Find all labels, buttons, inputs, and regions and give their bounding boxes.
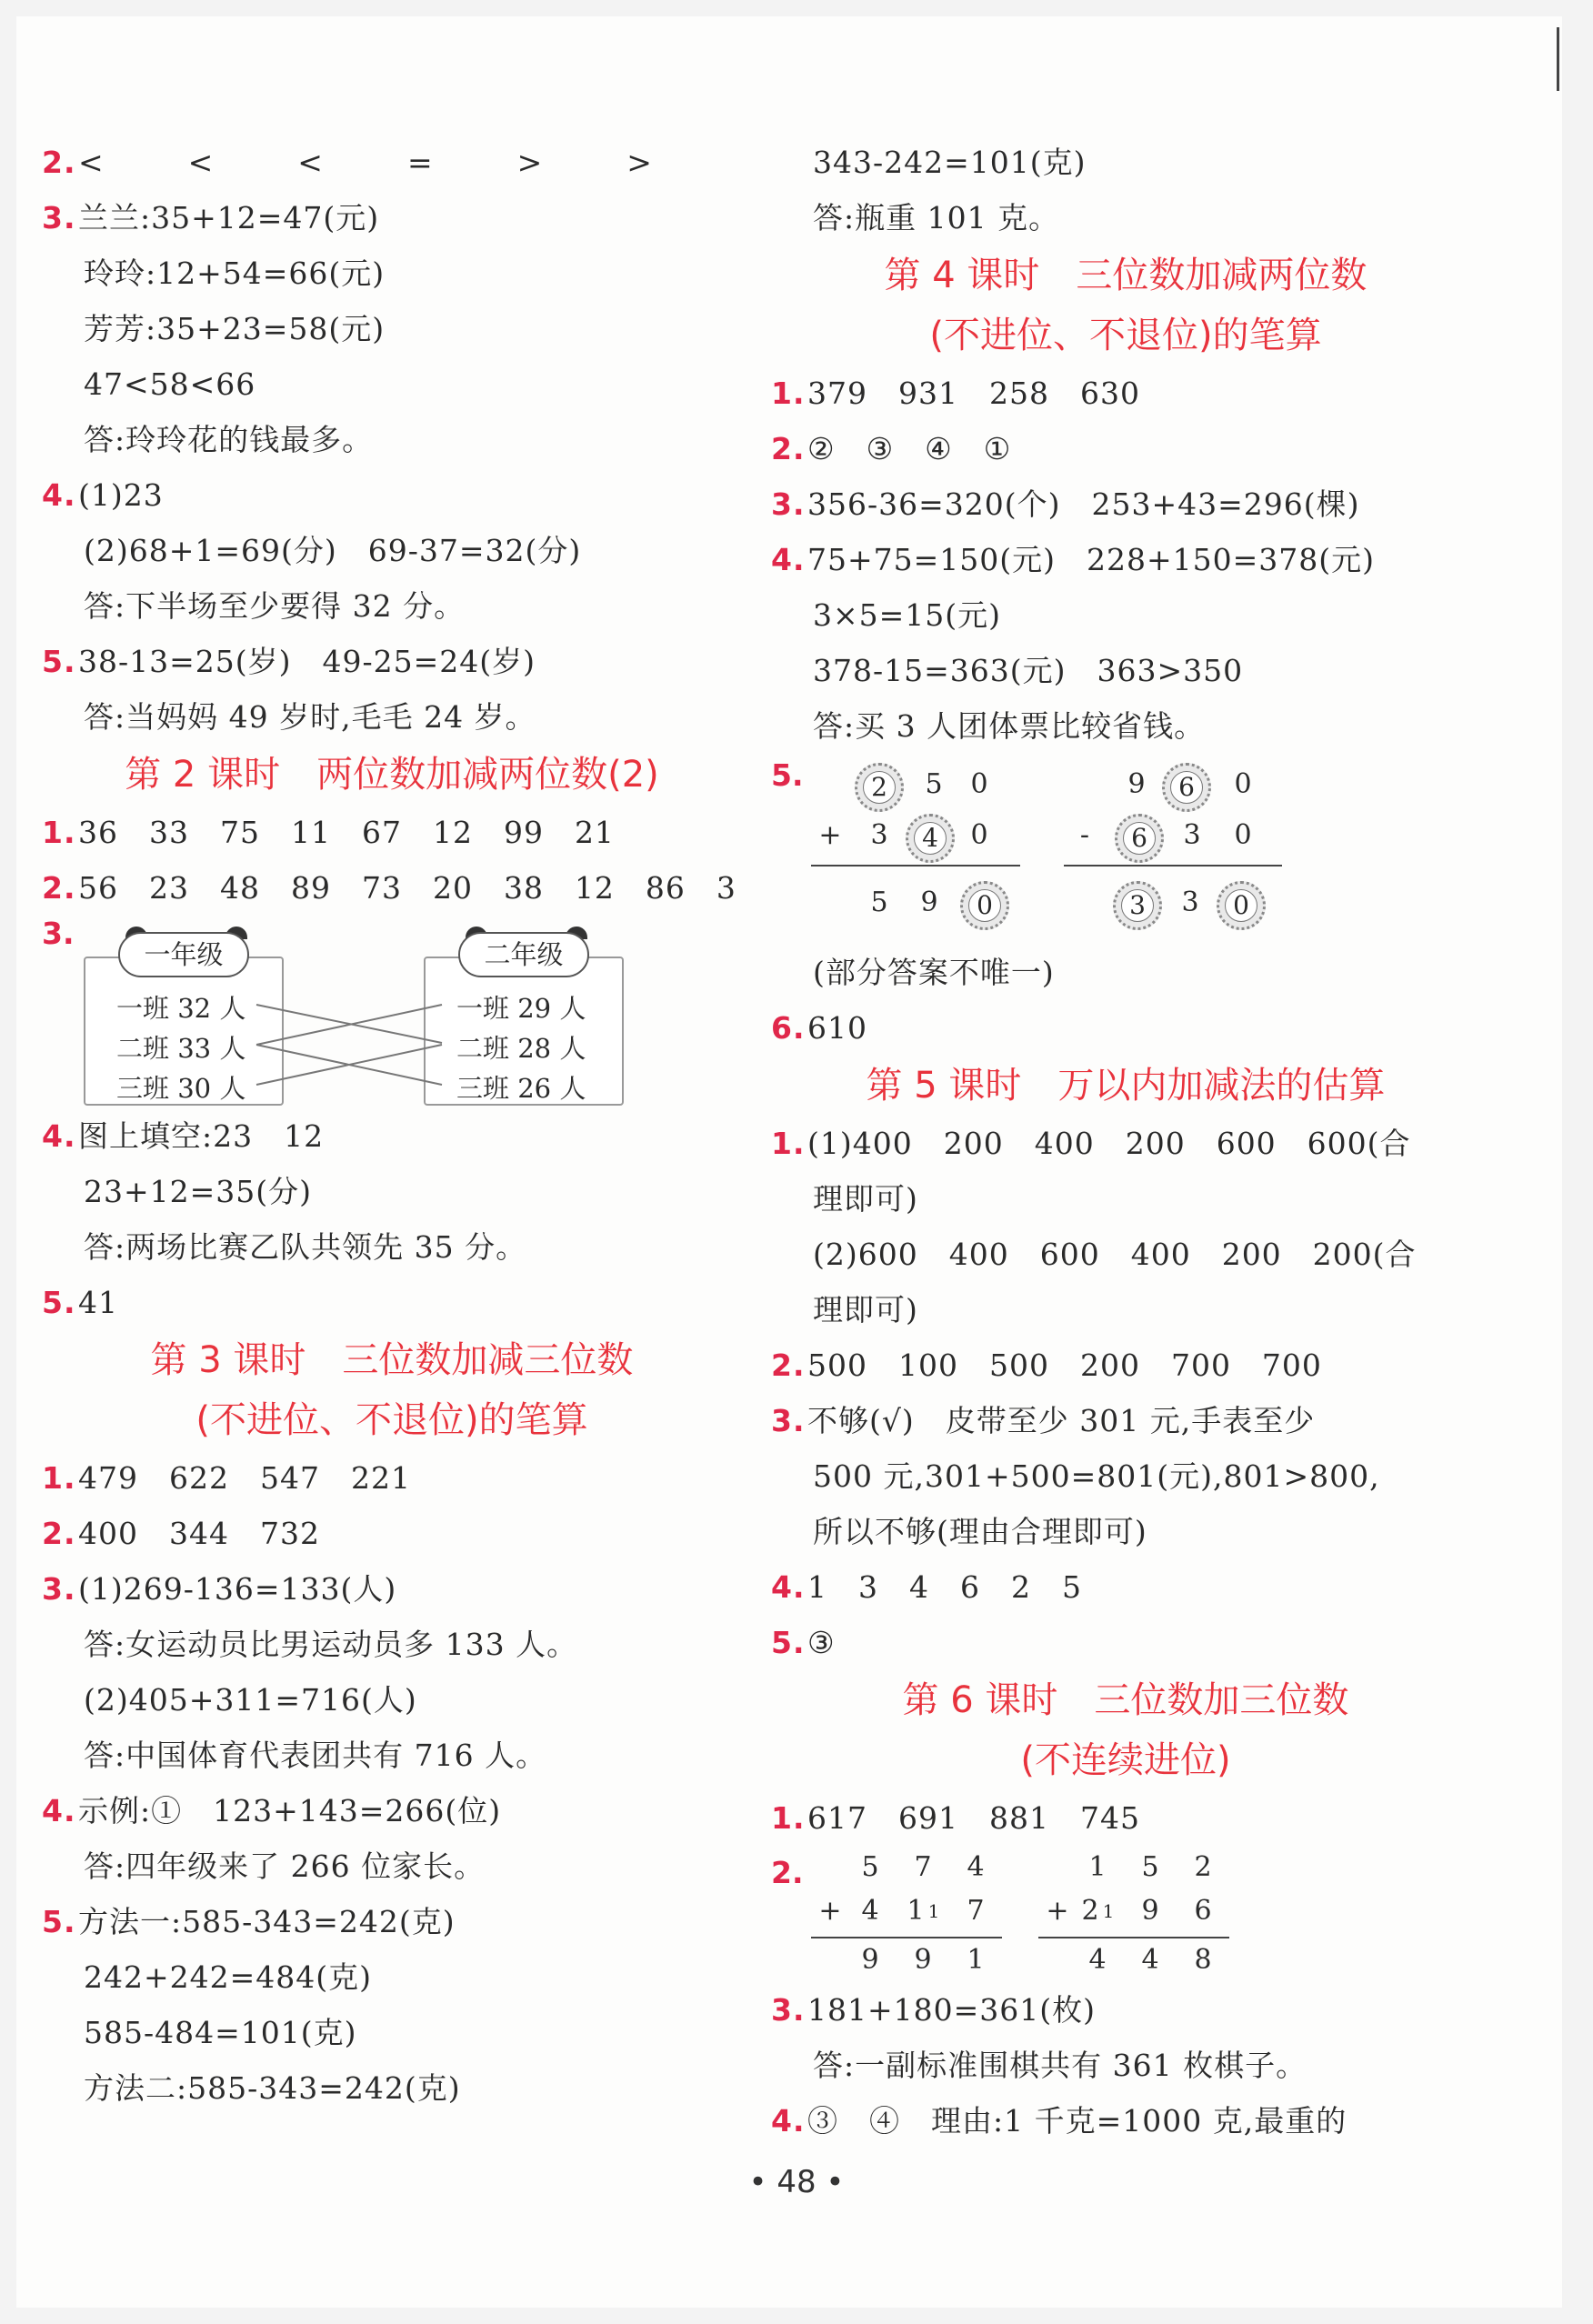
lesson-title: (不进位、不退位)的笔算 xyxy=(929,315,1322,356)
answer-line: 1.379 931 258 630 xyxy=(771,376,1140,411)
page-number: • 48 • xyxy=(748,2164,845,2200)
digit: 4 xyxy=(1088,1944,1107,1976)
digit: 4 xyxy=(1141,1944,1159,1976)
digit: 5 xyxy=(925,768,943,800)
answer-line: 所以不够(理由合理即可) xyxy=(813,1514,1147,1549)
carry-digit: 1 xyxy=(927,1900,940,1922)
answer-line: 答:两场比赛乙队共领先 35 分。 xyxy=(84,1229,527,1265)
digit: 0 xyxy=(970,819,988,851)
grade1-class: 一班 32 人 xyxy=(116,993,246,1024)
digit: 0 xyxy=(1234,819,1252,851)
grade2-label: 二年级 xyxy=(458,932,589,977)
sum-line xyxy=(811,1937,1002,1938)
digit: 9 xyxy=(861,1944,879,1976)
lesson-title: (不进位、不退位)的笔算 xyxy=(195,1399,588,1441)
answer-line: 3.181+180=361(枚) xyxy=(771,1992,1097,2028)
answer-line: 1.479 622 547 221 xyxy=(42,1460,411,1496)
answer-line: 1.36 33 75 11 67 12 99 21 xyxy=(42,815,615,850)
grade2-class: 一班 29 人 xyxy=(456,993,586,1024)
answer-line: 2.< < < = > > xyxy=(42,145,679,180)
answer-line: 答:女运动员比男运动员多 133 人。 xyxy=(84,1627,578,1662)
answer-line: 答:玲玲花的钱最多。 xyxy=(84,422,374,457)
answer-line: 242+242=484(克) xyxy=(84,1959,373,1995)
answer-line: 5.方法一:585-343=242(克) xyxy=(42,1904,456,1939)
answer-line: 芳芳:35+23=58(元) xyxy=(84,311,386,346)
answer-line: 5.③ xyxy=(771,1625,836,1660)
answer-line: 4.1 3 4 6 2 5 xyxy=(771,1569,1082,1605)
flower-digit: 6 xyxy=(1115,814,1164,863)
lesson-title: 第 3 课时 三位数加减三位数 xyxy=(150,1339,634,1381)
carry-digit: 1 xyxy=(1102,1900,1115,1922)
flower-digit: 0 xyxy=(1217,881,1266,930)
right-column xyxy=(771,135,1480,2149)
answer-line: 2.400 344 732 xyxy=(42,1516,320,1551)
digit: 9 xyxy=(1141,1895,1159,1927)
digit: 1 xyxy=(907,1895,925,1927)
answer-line: 500 元,301+500=801(元),801>800, xyxy=(813,1458,1380,1494)
grade1-label: 一年级 xyxy=(118,932,249,977)
operator: + xyxy=(818,819,842,851)
answer-line: 答:四年级来了 266 位家长。 xyxy=(84,1848,486,1884)
answer-line: 343-242=101(克) xyxy=(813,145,1087,180)
answer-line: 1.617 691 881 745 xyxy=(771,1800,1140,1836)
answer-line: 378-15=363(元) 363>350 xyxy=(813,653,1244,688)
answer-line: 方法二:585-343=242(克) xyxy=(84,2070,461,2106)
flower-digit: 4 xyxy=(906,814,955,863)
digit: 0 xyxy=(970,768,988,800)
flower-digit: 2 xyxy=(855,763,904,812)
operator: - xyxy=(1079,819,1090,851)
answer-line: 5.41 xyxy=(42,1285,118,1320)
sum-line xyxy=(811,865,1020,866)
answer-line: 3.不够(√) 皮带至少 301 元,手表至少 xyxy=(771,1403,1316,1438)
digit: 3 xyxy=(870,819,888,851)
lesson-title: 第 5 课时 万以内加减法的估算 xyxy=(866,1065,1386,1107)
answer-line: 答:中国体育代表团共有 716 人。 xyxy=(84,1738,547,1773)
answer-line: 23+12=35(分) xyxy=(84,1174,313,1209)
lesson-title: 第 6 课时 三位数加三位数 xyxy=(902,1679,1349,1721)
answer-line: 玲玲:12+54=66(元) xyxy=(84,255,386,291)
answer-line: 答:当妈妈 49 岁时,毛毛 24 岁。 xyxy=(84,699,536,735)
digit: 6 xyxy=(1194,1895,1212,1927)
column-addition: 2. 5 7 4 + 4 1 1 7 9 9 1 1 5 2 + 2 1 9 6 4 4 8 xyxy=(771,1846,1480,1982)
answer-line: 4.(1)23 xyxy=(42,477,164,513)
digit: 5 xyxy=(1141,1851,1159,1883)
digit: 9 xyxy=(920,887,938,918)
answer-line: (2)405+311=716(人) xyxy=(84,1682,417,1718)
answer-line: 3.356-36=320(个) 253+43=296(棵) xyxy=(771,486,1360,522)
grade2-class: 三班 26 人 xyxy=(456,1073,586,1104)
sum-line xyxy=(1038,1937,1229,1938)
answer-line: 4.75+75=150(元) 228+150=378(元) xyxy=(771,542,1376,577)
answer-line: 2.② ③ ④ ① xyxy=(771,431,1012,466)
digit: 7 xyxy=(967,1895,985,1927)
digit: 1 xyxy=(1088,1851,1107,1883)
answer-line: 答:瓶重 101 克。 xyxy=(813,200,1060,235)
grade1-class: 三班 30 人 xyxy=(116,1073,246,1104)
answer-line: 4.③ ④ 理由:1 千克=1000 克,最重的 xyxy=(771,2103,1348,2139)
answer-line: 答:买 3 人团体票比较省钱。 xyxy=(813,708,1206,744)
answer-line: (部分答案不唯一) xyxy=(813,955,1055,990)
answer-line: 理即可) xyxy=(813,1292,918,1327)
matching-lines xyxy=(42,916,678,1108)
answer-line: 5.38-13=25(岁) 49-25=24(岁) xyxy=(42,644,536,679)
digit: 1 xyxy=(967,1944,985,1976)
class-matching-diagram: 3. 一年级 二年级 一班 32 人 二班 33 人 三班 30 人 一班 29 人 二班 28 人 三班 26 人 xyxy=(42,916,742,1108)
difference-line xyxy=(1064,865,1282,866)
grade2-class: 二班 28 人 xyxy=(456,1033,586,1064)
digit: 9 xyxy=(1127,768,1146,800)
answer-line: 答:一副标准围棋共有 361 枚棋子。 xyxy=(813,2048,1307,2083)
answer-line: 理即可) xyxy=(813,1181,918,1217)
flower-arithmetic: 5. 2 5 0 + 3 4 0 5 9 0 9 6 0 - 6 3 0 3 3 0 xyxy=(771,754,1480,945)
flower-digit: 3 xyxy=(1113,881,1162,930)
digit: 7 xyxy=(914,1851,932,1883)
digit: 2 xyxy=(1194,1851,1212,1883)
flower-digit: 6 xyxy=(1162,763,1211,812)
answer-line: 4.图上填空:23 12 xyxy=(42,1118,325,1154)
grade1-class: 二班 33 人 xyxy=(116,1033,246,1064)
answer-line: 3×5=15(元) xyxy=(813,597,1002,633)
digit: 3 xyxy=(1181,887,1199,918)
digit: 0 xyxy=(1234,768,1252,800)
answer-line: 4.示例:① 123+143=266(位) xyxy=(42,1793,502,1828)
lesson-title: (不连续进位) xyxy=(1020,1739,1231,1781)
answer-line: 2.500 100 500 200 700 700 xyxy=(771,1347,1322,1383)
digit: 3 xyxy=(1183,819,1201,851)
answer-line: 585-484=101(克) xyxy=(84,2015,357,2050)
operator: + xyxy=(818,1895,842,1927)
operator: + xyxy=(1046,1895,1069,1927)
lesson-title: 第 4 课时 三位数加减两位数 xyxy=(884,255,1368,296)
answer-line: 47<58<66 xyxy=(84,366,256,402)
lesson-title: 第 2 课时 两位数加减两位数(2) xyxy=(125,754,659,796)
answer-line: 3.兰兰:35+12=47(元) xyxy=(42,200,380,235)
answer-line: 6.610 xyxy=(771,1010,867,1046)
flower-digit: 0 xyxy=(960,881,1009,930)
page-edge-mark xyxy=(1557,27,1559,91)
answer-line: 答:下半场至少要得 32 分。 xyxy=(84,588,466,624)
answer-line: (2)68+1=69(分) 69-37=32(分) xyxy=(84,533,582,568)
digit: 2 xyxy=(1081,1895,1099,1927)
digit: 4 xyxy=(967,1851,985,1883)
answer-line: (2)600 400 600 400 200 200(合 xyxy=(813,1237,1417,1272)
digit: 8 xyxy=(1194,1944,1212,1976)
answer-line: 2.56 23 48 89 73 20 38 12 86 3 xyxy=(42,870,736,906)
digit: 4 xyxy=(861,1895,879,1927)
answer-line: 3.(1)269-136=133(人) xyxy=(42,1571,397,1607)
answer-line: 1.(1)400 200 400 200 600 600(合 xyxy=(771,1126,1411,1161)
digit: 9 xyxy=(914,1944,932,1976)
digit: 5 xyxy=(861,1851,879,1883)
left-column xyxy=(42,135,742,2116)
digit: 5 xyxy=(870,887,888,918)
